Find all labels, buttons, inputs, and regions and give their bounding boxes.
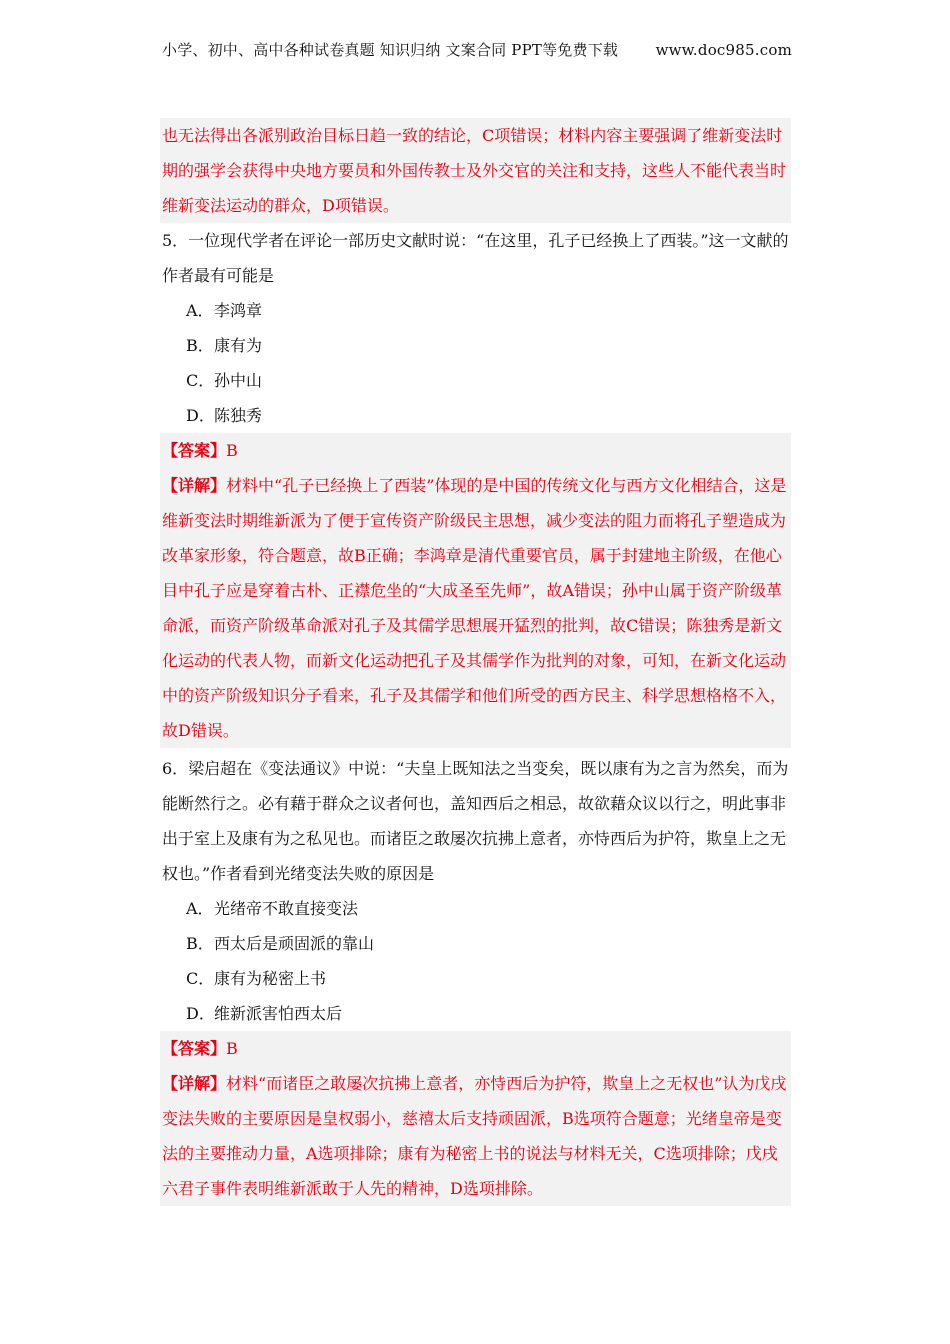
- header-text: 小学、初中、高中各种试卷真题 知识归纳 文案合同 PPT等免费下载: [162, 41, 619, 59]
- question-6-stem: 6．梁启超在《变法通议》中说：“夫皇上既知法之当变矣，既以康有为之言为然矣，而为能断然行之。必有藉于群众之议者何也，盖知西后之相忌，故欲藉众议以行之，明此事非出于室上及康有为之私见也。而诸臣之敢屡次抗拂上意者，亦恃西后为护符，欺皇上之无权也。”作者看到光绪变法失败的原因是: [162, 759, 789, 883]
- question-6: [160, 751, 791, 1031]
- question-5-stem: 5．一位现代学者在评论一部历史文献时说：“在这里，孔子已经换上了西装。”这一文献的作者最有可能是: [162, 231, 789, 285]
- answer-label: 【答案】: [162, 1039, 227, 1058]
- question-6-option-a: A．光绪帝不敢直接变法: [186, 899, 359, 918]
- question-6-option-d: D．维新派害怕西太后: [186, 1004, 343, 1023]
- question-6-option-b: B．西太后是顽固派的靠山: [186, 934, 375, 953]
- previous-analysis-block: [160, 118, 791, 223]
- question-5-option-d: D．陈独秀: [186, 406, 263, 425]
- question-6-analysis-block: [160, 1031, 791, 1206]
- question-6-option-c: C．康有为秘密上书: [186, 969, 327, 988]
- page-header: [162, 38, 792, 62]
- question-5-answer: [162, 433, 789, 468]
- question-5-detail: [162, 468, 789, 748]
- answer-value: B: [226, 1039, 238, 1058]
- detail-text: 材料中“孔子已经换上了西装”体现的是中国的传统文化与西方文化相结合，这是维新变法时期维新派为了便于宣传资产阶级民主思想，减少变法的阻力而将孔子塑造成为改革家形象，符合题意，故B正确；李鸿章是清代重要官员，属于封建地主阶级，在他心目中孔子应是穿着古朴、正襟危坐的“大成圣至先师”，故A错误；孙中山属于资产阶级革命派，而资产阶级革命派对孔子及其儒学思想展开猛烈的批判，故C错误；陈独秀是新文化运动的代表人物，而新文化运动把孔子及其儒学作为批判的对象，可知，在新文化运动中的资产阶级知识分子看来，孔子及其儒学和他们所受的西方民主、科学思想格格不入，故D错误。: [162, 476, 787, 740]
- detail-label: 【详解】: [162, 476, 227, 495]
- question-5-analysis-block: [160, 433, 791, 748]
- question-6-detail: [162, 1066, 789, 1206]
- detail-label: 【详解】: [162, 1074, 227, 1093]
- document-body: [160, 118, 791, 1206]
- question-5-option-b: B．康有为: [186, 336, 263, 355]
- previous-analysis-text: 也无法得出各派别政治目标日趋一致的结论，C项错误；材料内容主要强调了维新变法时期的强学会获得中央地方要员和外国传教士及外交官的关注和支持，这些人不能代表当时维新变法运动的群众，D项错误。: [162, 126, 787, 215]
- answer-label: 【答案】: [162, 441, 227, 460]
- question-5-option-a: A．李鸿章: [186, 301, 263, 320]
- question-5: [160, 223, 791, 433]
- question-5-option-c: C．孙中山: [186, 371, 263, 390]
- detail-text: 材料“而诸臣之敢屡次抗拂上意者，亦恃西后为护符，欺皇上之无权也”认为戊戌变法失败的主要原因是皇权弱小，慈禧太后支持顽固派，B选项符合题意；光绪皇帝是变法的主要推动力量，A选项排除；康有为秘密上书的说法与材料无关，C选项排除；戊戌六君子事件表明维新派敢于人先的精神，D选项排除。: [162, 1074, 787, 1198]
- question-6-answer: [162, 1031, 789, 1066]
- answer-value: B: [226, 441, 238, 460]
- header-site-link[interactable]: www.doc985.com: [655, 41, 792, 59]
